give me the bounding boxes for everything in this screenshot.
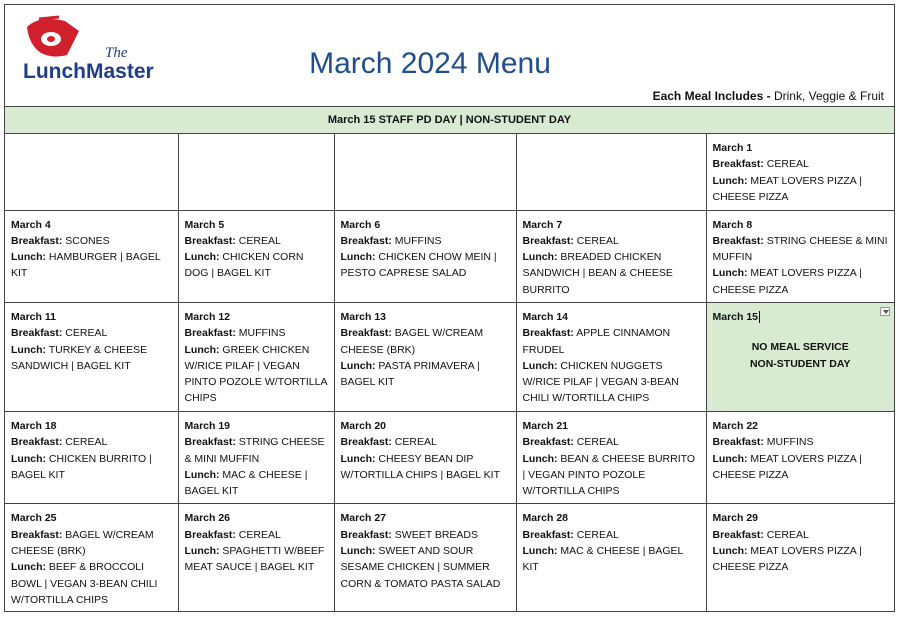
lunch-label: Lunch: — [11, 452, 46, 465]
day-cell[interactable] — [334, 210, 516, 302]
breakfast-item: CEREAL — [576, 234, 619, 247]
staff-pd-banner: March 15 STAFF PD DAY | NON-STUDENT DAY — [5, 106, 894, 134]
day-cell[interactable] — [334, 504, 516, 612]
lunch-item: MAC & CHEESE | BAGEL KIT — [522, 545, 683, 574]
lunch-item: MEAT LOVERS PIZZA | CHEESE PIZZA — [712, 174, 862, 203]
lunch-label: Lunch: — [340, 545, 376, 558]
lunch-item: CHICKEN CORN DOG | BAGEL KIT — [184, 251, 304, 280]
menu-sheet — [4, 4, 895, 612]
day-date: March 27 — [340, 512, 387, 525]
page-title: March 2024 Menu — [309, 47, 551, 80]
day-cell[interactable] — [706, 134, 894, 210]
day-date: March 20 — [340, 419, 387, 432]
day-cell[interactable] — [5, 210, 178, 302]
week-row — [5, 134, 894, 210]
breakfast-item: STRING CHEESE & MINI MUFFIN — [712, 234, 888, 264]
day-date: March 13 — [340, 310, 387, 323]
meal-includes-label: Each Meal Includes - — [652, 89, 771, 103]
breakfast-label: Breakfast: — [522, 436, 574, 449]
day-cell[interactable] — [516, 210, 706, 302]
breakfast-item: CEREAL — [238, 234, 281, 247]
lunch-item: BEEF & BROCCOLI BOWL | VEGAN 3-BEAN CHILI W/TORTILLA CHIPS — [11, 561, 158, 606]
empty-cell — [5, 134, 178, 210]
lunch-label: Lunch: — [712, 267, 748, 280]
day-cell[interactable] — [516, 504, 706, 612]
lunch-item: HAMBURGER | BAGEL KIT — [11, 251, 161, 280]
day-date: March 19 — [184, 419, 231, 432]
lunch-label: Lunch: — [712, 452, 748, 465]
lunch-item: MEAT LOVERS PIZZA | CHEESE PIZZA — [712, 452, 862, 481]
day-date: March 14 — [522, 310, 569, 323]
lunch-label: Lunch: — [11, 561, 46, 574]
no-service-cell[interactable] — [706, 302, 894, 411]
day-date: March 22 — [712, 419, 759, 432]
day-date: March 26 — [184, 512, 231, 525]
lunch-item: MEAT LOVERS PIZZA | CHEESE PIZZA — [712, 545, 862, 574]
lunch-label: Lunch: — [522, 251, 558, 264]
lunch-label: Lunch: — [712, 174, 748, 187]
lunch-label: Lunch: — [712, 545, 748, 558]
dropdown-caret-icon[interactable] — [880, 307, 890, 316]
breakfast-item: MUFFINS — [238, 327, 286, 340]
day-date: March 15 — [712, 310, 759, 323]
breakfast-item: BAGEL W/CREAM CHEESE (BRK) — [11, 528, 154, 558]
week-row — [5, 411, 894, 503]
empty-cell — [334, 134, 516, 210]
breakfast-label: Breakfast: — [11, 436, 63, 449]
logo-the-text: The — [105, 45, 128, 61]
text-cursor — [759, 311, 760, 323]
day-cell[interactable] — [334, 411, 516, 503]
lunch-label: Lunch: — [184, 343, 220, 356]
breakfast-label: Breakfast: — [712, 234, 764, 247]
menu-calendar — [5, 134, 894, 612]
empty-cell — [178, 134, 334, 210]
breakfast-item: CEREAL — [65, 327, 108, 340]
breakfast-item: CEREAL — [65, 436, 108, 449]
lunch-label: Lunch: — [340, 452, 376, 465]
breakfast-label: Breakfast: — [184, 528, 236, 541]
lunch-item: PASTA PRIMAVERA | BAGEL KIT — [340, 359, 480, 389]
lunch-label: Lunch: — [11, 343, 46, 356]
non-student-day-text: NON-STUDENT DAY — [749, 357, 851, 370]
breakfast-item: CEREAL — [766, 158, 809, 171]
breakfast-label: Breakfast: — [11, 327, 63, 340]
breakfast-label: Breakfast: — [712, 158, 764, 171]
lunchmaster-logo-graphic — [17, 15, 192, 83]
lunch-label: Lunch: — [522, 545, 558, 558]
day-cell[interactable] — [178, 210, 334, 302]
lunch-item: MAC & CHEESE | BAGEL KIT — [184, 468, 308, 498]
week-row — [5, 210, 894, 302]
day-date: March 21 — [522, 419, 569, 432]
day-cell[interactable] — [5, 411, 178, 503]
breakfast-label: Breakfast: — [522, 327, 574, 340]
day-cell[interactable] — [516, 411, 706, 503]
day-date: March 1 — [712, 142, 753, 154]
week-row — [5, 504, 894, 612]
day-date: March 12 — [184, 310, 231, 323]
breakfast-item: APPLE CINNAMON FRUDEL — [522, 327, 671, 356]
meal-includes-note — [653, 89, 884, 103]
day-cell[interactable] — [178, 411, 334, 503]
lunch-label: Lunch: — [184, 251, 220, 264]
breakfast-item: CEREAL — [394, 436, 437, 449]
day-cell[interactable] — [334, 302, 516, 411]
breakfast-item: MUFFINS — [766, 436, 814, 449]
no-service-message — [713, 339, 889, 372]
lunch-label: Lunch: — [522, 359, 558, 372]
day-date: March 11 — [11, 310, 56, 323]
breakfast-item: SCONES — [65, 234, 110, 247]
day-cell[interactable] — [516, 302, 706, 411]
lunch-item: BEAN & CHEESE BURRITO | VEGAN PINTO POZOLE W/TORTILLA CHIPS — [522, 452, 696, 498]
lunch-item: MEAT LOVERS PIZZA | CHEESE PIZZA — [712, 267, 862, 296]
day-cell[interactable] — [706, 210, 894, 302]
lunchmaster-logo — [17, 15, 192, 83]
breakfast-label: Breakfast: — [522, 528, 574, 541]
breakfast-label: Breakfast: — [184, 234, 236, 247]
breakfast-label: Breakfast: — [184, 327, 236, 340]
lunch-item: SWEET AND SOUR SESAME CHICKEN | SUMMER CORN & TOMATO PASTA SALAD — [340, 545, 501, 590]
lunch-item: TURKEY & CHEESE SANDWICH | BAGEL KIT — [11, 343, 148, 372]
lunch-item: CHEESY BEAN DIP W/TORTILLA CHIPS | BAGEL KIT — [340, 452, 500, 481]
breakfast-item: CEREAL — [766, 528, 809, 541]
lunch-label: Lunch: — [340, 251, 376, 264]
empty-cell — [516, 134, 706, 210]
breakfast-item: CEREAL — [576, 528, 619, 541]
week-row — [5, 302, 894, 411]
day-date: March 5 — [184, 218, 225, 231]
day-date: March 6 — [340, 218, 381, 231]
breakfast-label: Breakfast: — [712, 528, 764, 541]
lunch-item: CHICKEN BURRITO | BAGEL KIT — [11, 452, 152, 481]
no-meal-service-text: NO MEAL SERVICE — [751, 341, 849, 354]
lunch-item: CHICKEN CHOW MEIN | PESTO CAPRESE SALAD — [340, 251, 497, 280]
breakfast-item: CEREAL — [238, 528, 281, 541]
breakfast-label: Breakfast: — [712, 436, 764, 449]
lunch-label: Lunch: — [522, 452, 558, 465]
breakfast-item: CEREAL — [576, 436, 619, 449]
breakfast-label: Breakfast: — [184, 436, 236, 449]
day-cell[interactable] — [706, 504, 894, 612]
breakfast-label: Breakfast: — [340, 436, 392, 449]
day-cell[interactable] — [178, 302, 334, 411]
breakfast-label: Breakfast: — [522, 234, 574, 247]
meal-includes-text: Drink, Veggie & Fruit — [773, 89, 884, 103]
breakfast-item: MUFFINS — [394, 234, 442, 247]
lunch-label: Lunch: — [184, 468, 220, 481]
day-date: March 18 — [11, 419, 57, 432]
lunch-label: Lunch: — [340, 359, 376, 372]
day-cell[interactable] — [706, 411, 894, 503]
logo-brand-text: LunchMaster — [23, 60, 154, 83]
breakfast-label: Breakfast: — [340, 528, 392, 541]
day-date: March 8 — [712, 218, 753, 231]
day-date: March 25 — [11, 512, 57, 525]
breakfast-label: Breakfast: — [340, 327, 392, 340]
lunch-label: Lunch: — [11, 251, 46, 264]
day-date: March 28 — [522, 512, 569, 525]
day-cell[interactable] — [5, 504, 178, 612]
day-cell[interactable] — [5, 302, 178, 411]
lunch-item: CHICKEN NUGGETS W/RICE PILAF | VEGAN 3-BEAN CHILI W/TORTILLA CHIPS — [522, 359, 679, 405]
breakfast-item: SWEET BREADS — [394, 528, 479, 541]
lunch-item: BREADED CHICKEN SANDWICH | BEAN & CHEESE BURRITO — [522, 251, 673, 296]
day-date: March 7 — [522, 218, 563, 231]
breakfast-label: Breakfast: — [340, 234, 392, 247]
day-date: March 4 — [11, 218, 51, 231]
breakfast-label: Breakfast: — [11, 528, 63, 541]
lunch-item: GREEK CHICKEN W/RICE PILAF | VEGAN PINTO POZOLE W/TORTILLA CHIPS — [184, 343, 327, 405]
lunch-item: SPAGHETTI W/BEEF MEAT SAUCE | BAGEL KIT — [184, 545, 325, 574]
day-date: March 29 — [712, 512, 759, 525]
day-cell[interactable] — [178, 504, 334, 612]
breakfast-item: STRING CHEESE & MINI MUFFIN — [184, 436, 325, 465]
breakfast-item: BAGEL W/CREAM CHEESE (BRK) — [340, 327, 484, 356]
breakfast-label: Breakfast: — [11, 234, 63, 247]
lunch-label: Lunch: — [184, 545, 220, 558]
